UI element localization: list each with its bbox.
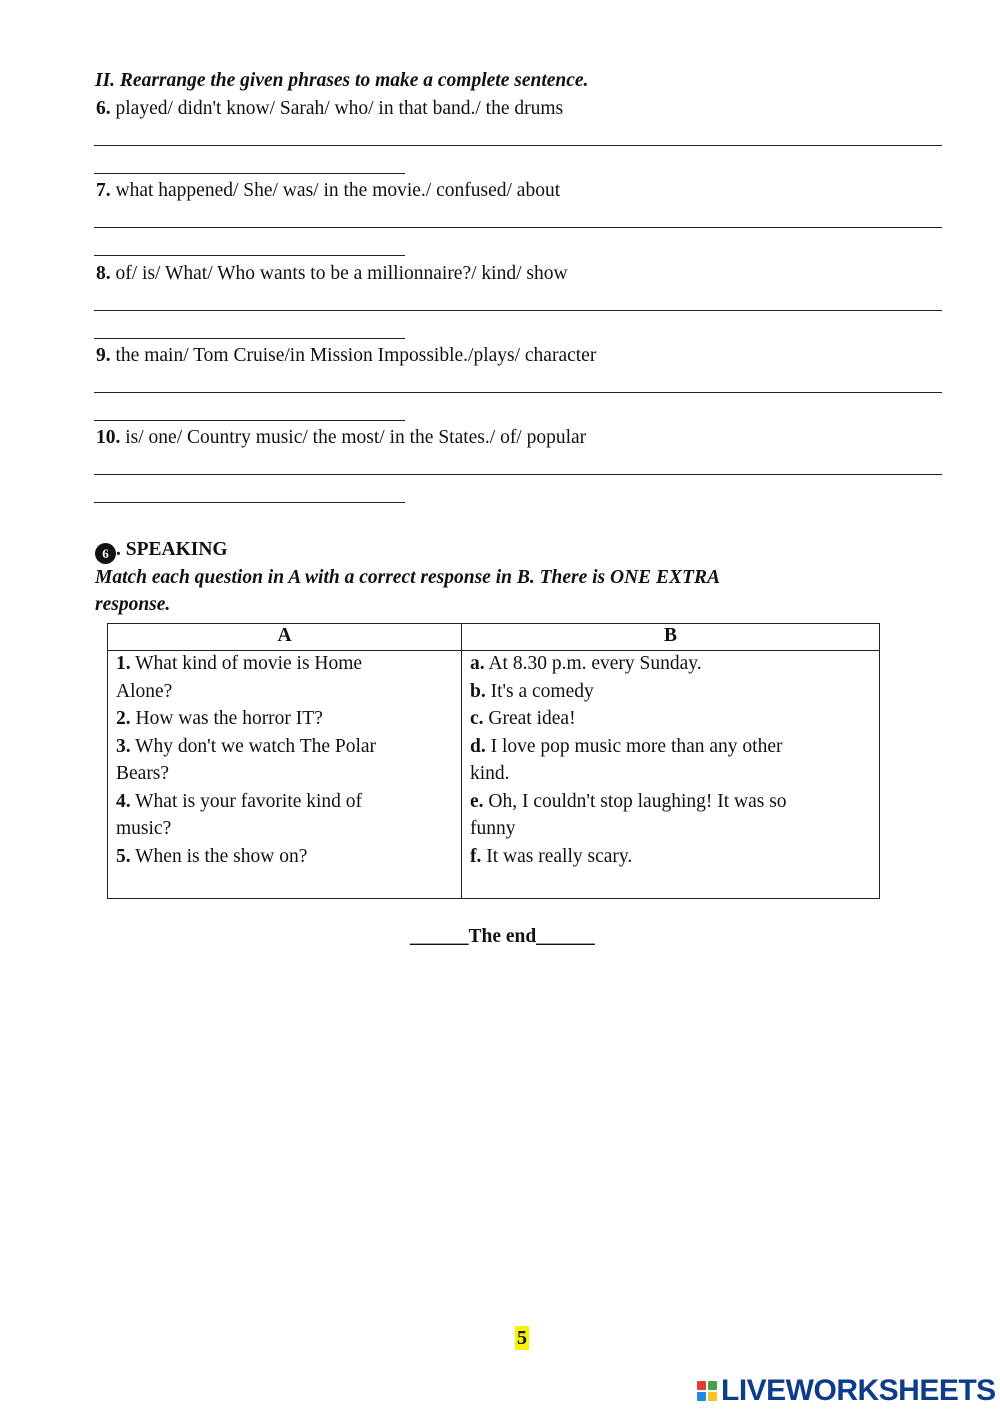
column-header-a: A bbox=[277, 625, 292, 646]
question-number: 4. bbox=[116, 790, 131, 812]
response-d bbox=[470, 733, 787, 761]
question-4 bbox=[116, 788, 376, 816]
response-letter: a. bbox=[470, 653, 485, 674]
response-text: I love pop music more than any other bbox=[490, 735, 783, 757]
response-e-cont: funny bbox=[470, 818, 516, 839]
answer-line-continuation[interactable] bbox=[94, 502, 405, 503]
speaking-instruction-line2: response. bbox=[95, 594, 171, 615]
response-text: It was really scary. bbox=[486, 845, 633, 867]
response-a bbox=[470, 650, 787, 678]
question-1-cont: Alone? bbox=[116, 680, 173, 702]
question-number: 3. bbox=[116, 735, 131, 757]
answer-line[interactable] bbox=[94, 474, 942, 475]
response-b bbox=[470, 678, 787, 706]
speaking-instruction-line1: Match each question in A with a correct response in B. There is ONE EXTRA bbox=[95, 567, 720, 588]
item-phrases: what happened/ She/ was/ in the movie./ confused/ about bbox=[115, 180, 561, 201]
response-letter: b. bbox=[470, 680, 486, 702]
column-b-responses bbox=[470, 650, 787, 870]
item-number: 7. bbox=[96, 180, 111, 201]
question-number: 2. bbox=[116, 708, 131, 729]
response-text: It's a comedy bbox=[490, 680, 594, 702]
liveworksheets-logo-icon bbox=[697, 1381, 717, 1401]
section-heading: II. Rearrange the given phrases to make a complete sentence. bbox=[95, 70, 589, 91]
item-phrases: of/ is/ What/ Who wants to be a millionnaire?/ kind/ show bbox=[115, 263, 568, 284]
logo-text: LIVEWORKSHEETS bbox=[721, 1374, 996, 1407]
liveworksheets-logo[interactable] bbox=[697, 1374, 996, 1408]
response-text: At 8.30 p.m. every Sunday. bbox=[488, 653, 702, 674]
answer-line-continuation[interactable] bbox=[94, 173, 405, 174]
response-text: Great idea! bbox=[488, 708, 576, 729]
response-f bbox=[470, 843, 787, 871]
question-3-cont: Bears? bbox=[116, 763, 170, 784]
speaking-heading bbox=[95, 539, 228, 564]
item-number: 9. bbox=[96, 345, 111, 366]
response-c bbox=[470, 705, 787, 733]
response-letter: e. bbox=[470, 790, 484, 812]
item-number: 8. bbox=[96, 263, 111, 284]
speaking-title: . SPEAKING bbox=[116, 539, 228, 560]
response-d-cont: kind. bbox=[470, 763, 510, 784]
question-2 bbox=[116, 705, 376, 733]
answer-line-continuation[interactable] bbox=[94, 338, 405, 339]
question-text: What kind of movie is Home bbox=[135, 653, 363, 674]
question-text: What is your favorite kind of bbox=[135, 790, 363, 812]
answer-line[interactable] bbox=[94, 392, 942, 393]
item-number: 6. bbox=[96, 98, 111, 119]
question-number: 5. bbox=[116, 845, 131, 867]
exercise-item-7 bbox=[96, 180, 560, 202]
question-1 bbox=[116, 650, 376, 678]
response-letter: f. bbox=[470, 845, 482, 867]
response-letter: c. bbox=[470, 708, 484, 729]
question-number: 1. bbox=[116, 653, 131, 674]
question-4-cont: music? bbox=[116, 818, 172, 839]
answer-line-continuation[interactable] bbox=[94, 420, 405, 421]
question-text: How was the horror IT? bbox=[135, 708, 323, 729]
question-text: When is the show on? bbox=[135, 845, 308, 867]
item-phrases: is/ one/ Country music/ the most/ in the States./ of/ popular bbox=[125, 427, 587, 448]
section-number-icon: 6 bbox=[95, 543, 116, 564]
question-5 bbox=[116, 843, 376, 871]
the-end-text: ______The end______ bbox=[410, 926, 595, 947]
response-letter: d. bbox=[470, 735, 486, 757]
item-phrases: played/ didn't know/ Sarah/ who/ in that band./ the drums bbox=[115, 98, 564, 119]
question-3 bbox=[116, 733, 376, 761]
response-e bbox=[470, 788, 787, 816]
column-divider bbox=[461, 624, 462, 898]
page-number: 5 bbox=[517, 1327, 527, 1349]
match-table bbox=[107, 623, 880, 899]
exercise-item-9 bbox=[96, 345, 596, 367]
exercise-item-6 bbox=[96, 98, 563, 120]
column-header-b: B bbox=[663, 625, 677, 646]
answer-line[interactable] bbox=[94, 227, 942, 228]
item-phrases: the main/ Tom Cruise/in Mission Impossible./plays/ character bbox=[115, 345, 597, 366]
response-text: Oh, I couldn't stop laughing! It was so bbox=[488, 790, 787, 812]
item-number: 10. bbox=[96, 427, 121, 448]
answer-line[interactable] bbox=[94, 145, 942, 146]
column-a-questions bbox=[116, 650, 376, 870]
exercise-item-8 bbox=[96, 263, 568, 285]
answer-line[interactable] bbox=[94, 310, 942, 311]
exercise-item-10 bbox=[96, 427, 586, 449]
answer-line-continuation[interactable] bbox=[94, 255, 405, 256]
question-text: Why don't we watch The Polar bbox=[135, 735, 377, 757]
